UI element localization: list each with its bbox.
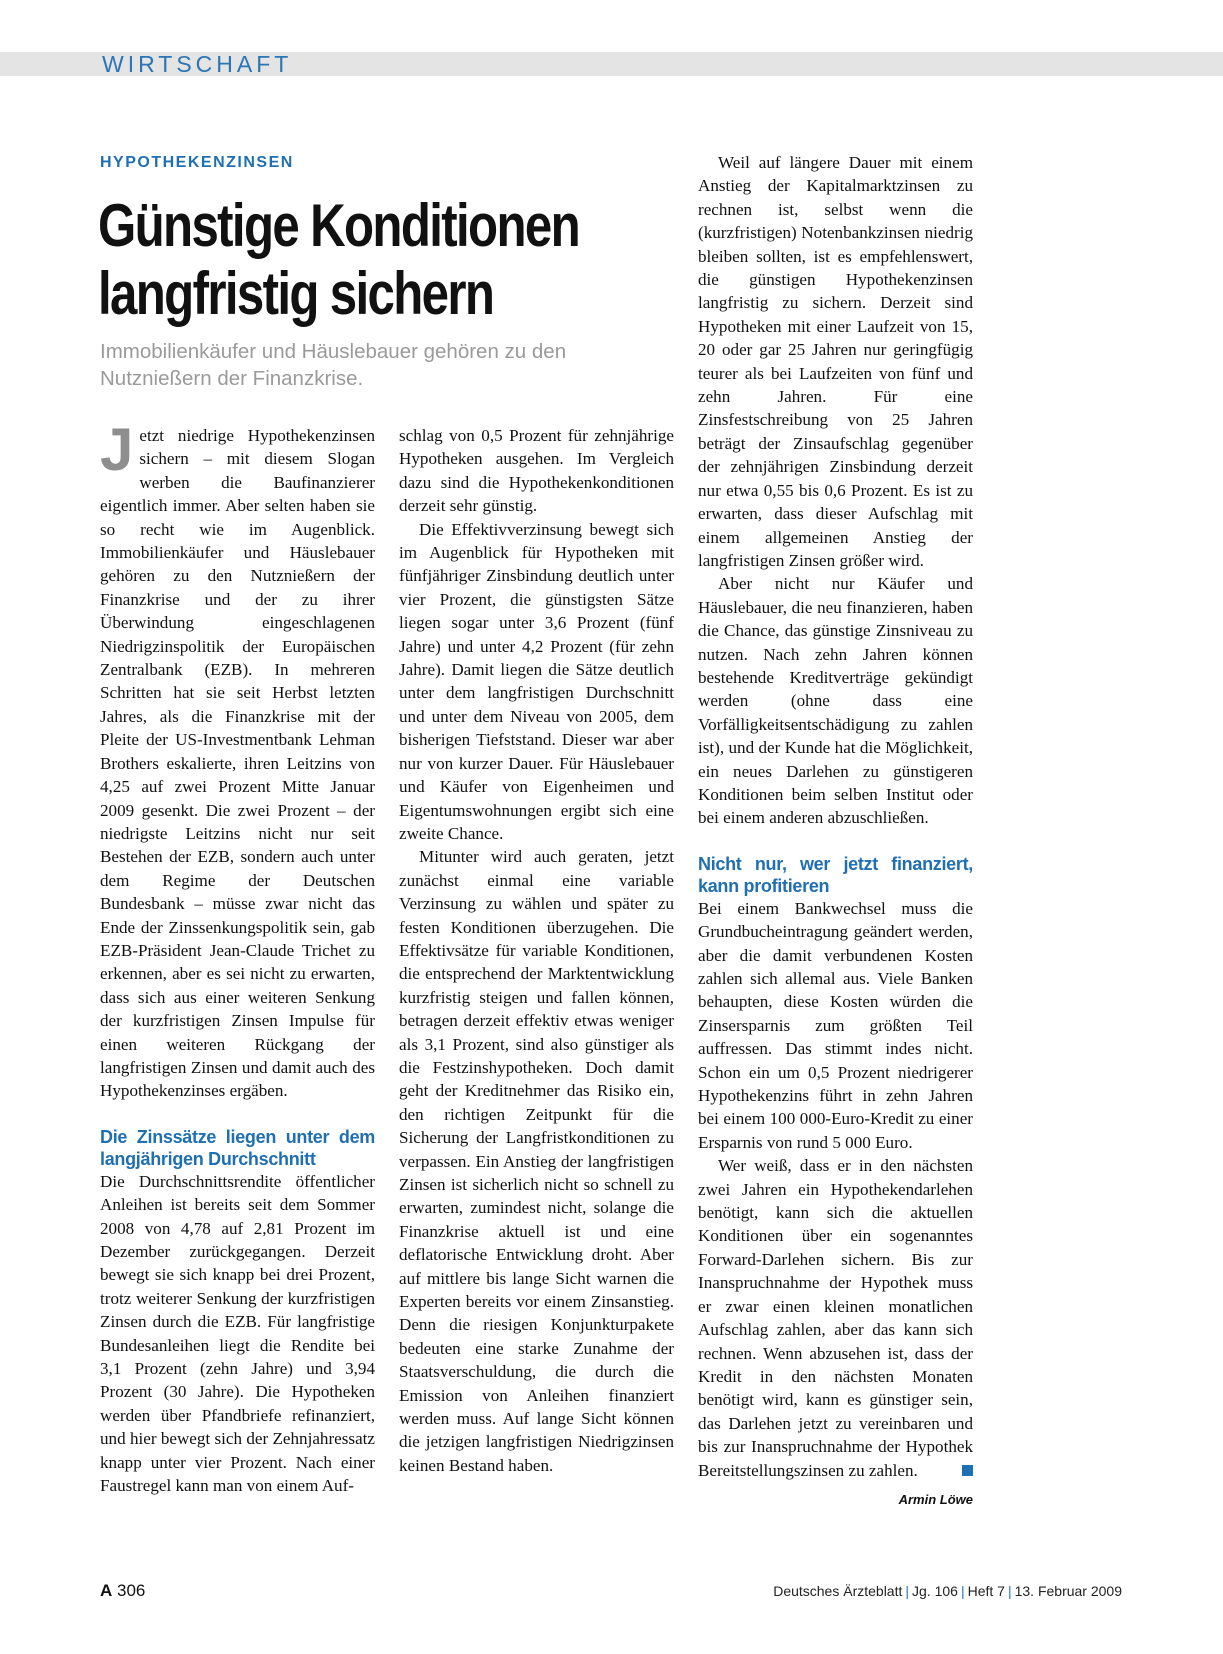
dek-line-2: Nutznießern der Finanzkrise. — [100, 367, 364, 390]
paragraph: Weil auf längere Dauer mit einem Anstieg der Kapitalmarktzinsen zu rechnen ist, selbst wenn die (kurzfristigen) Notenbankzinsen niedrig bleiben sollten, ist es empfehlenswert, die günstigen Hypothekenzinsen langfristig zu sichern. Derzeit sind Hypotheken mit einer Laufzeit von 15, 20 oder gar 25 Jahren nur geringfügig teurer als bei Laufzeiten von fünf und zehn Jahren. Für eine Zinsfestschreibung von 25 Jahren beträgt der Zinsaufschlag gegenüber der zehnjährigen Zinsbindung derzeit nur etwa 0,55 bis 0,6 Prozent. Es ist zu erwarten, dass dieser Aufschlag mit einem allgemeinen Anstieg der langfristigen Zinsen größer wird. — [698, 153, 973, 570]
dek-line-1: Immobilienkäufer und Häuslebauer gehören zu den — [100, 340, 567, 363]
volume: Jg. 106 — [912, 1583, 958, 1599]
paragraph: Die Durchschnittsrendite öffentlicher Anleihen ist bereits seit dem Sommer 2008 von 4,78 auf 2,81 Prozent im Dezember zurückgegangen. Derzeit bewegt sie sich knapp bei drei Prozent, trotz weiterer Senkung der kurzfristigen Zinsen durch die EZB. Für langfristige Bundesanleihen liegt die Rendite bei 3,1 Prozent (zehn Jahre) und 3,94 Prozent (30 Jahre). Die Hypotheken werden über Pfandbriefe refinanziert, und hier bewegt sich der Zehnjahressatz knapp unter vier Prozent. Nach einer Faustregel kann man von einem Auf- — [100, 1171, 375, 1496]
kicker: HYPOTHEKENZINSEN — [100, 154, 294, 171]
headline-line-2: langfristig sichern — [98, 260, 494, 327]
column-2 — [399, 424, 674, 1477]
drop-cap: J — [100, 416, 134, 483]
paragraph: Aber nicht nur Käufer und Häuslebauer, die neu finanzieren, haben die Chance, das günstige Zinsniveau zu nutzen. Nach zehn Jahren können bestehende Kreditverträge gekündigt werden (ohne dass eine Vorfälligkeitsentschädigung zu zahlen ist), und der Kunde hat die Möglichkeit, ein neues Darlehen zu günstigeren Konditionen beim selben Institut oder bei einem anderen abzuschließen. — [698, 574, 973, 828]
section-label: WIRTSCHAFT — [102, 51, 293, 77]
subheading: Die Zinssätze liegen unter dem langjährigen Durchschnitt — [100, 1126, 375, 1169]
date: 13. Februar 2009 — [1014, 1583, 1122, 1599]
subheading: Nicht nur, wer jetzt finanziert, kann profitieren — [698, 853, 973, 896]
publication-name: Deutsches Ärzteblatt — [773, 1583, 903, 1599]
publication-footer — [773, 1583, 1122, 1599]
page-number — [100, 1581, 145, 1601]
paragraph: schlag von 0,5 Prozent für zehnjährige Hypotheken ausgehen. Im Vergleich dazu sind die Hypothekenkonditionen derzeit sehr günstig. — [399, 426, 674, 516]
paragraph — [100, 416, 375, 1103]
end-mark-icon — [962, 1465, 973, 1476]
headline-line-1: Günstige Konditionen — [98, 192, 580, 259]
page-number-value: 306 — [117, 1581, 146, 1600]
divider: | — [905, 1583, 910, 1599]
author: Armin Löwe — [898, 1491, 973, 1507]
column-3 — [698, 151, 973, 1511]
paragraph: Die Effektivverzinsung bewegt sich im Augenblick für Hypotheken mit fünfjähriger Zinsbindung deutlich unter vier Prozent, die günstigsten Sätze liegen sogar unter 3,6 Prozent (fünf Jahre) und unter 4,2 Prozent (für zehn Jahre). Damit liegen die Sätze deutlich unter dem langfristigen Durchschnitt und unter dem Niveau von 2005, dem bisherigen Tiefststand. Dieser war aber nur von kurzer Dauer. Für Häuslebauer und Käufer von Eigenheimen und Eigentumswohnungen ergibt sich eine zweite Chance. — [399, 519, 674, 843]
paragraph: Mitunter wird auch geraten, jetzt zunächst einmal eine variable Verzinsung zu wählen und später zu festen Konditionen überzugehen. Die Effektivsätze für variable Konditionen, die entsprechend der Marktentwicklung kurzfristig steigen und fallen können, betragen derzeit effektiv etwas weniger als 3,1 Prozent, sind also günstiger als die Festzinshypotheken. Doch damit geht der Kreditnehmer das Risiko ein, den richtigen Zeitpunkt für die Sicherung der Langfristkonditionen zu verpassen. Ein Anstieg der langfristigen Zinsen ist sicherlich nicht so schnell zu erwarten, zumindest nicht, solange die Finanzkrise aktuell ist und eine deflatorische Entwicklung droht. Aber auf mittlere bis lange Sicht warnen die Experten bereits vor einem Zinsanstieg. Denn die riesigen Konjunkturpakete bedeuten eine starke Zunahme der Staatsverschuldung, die durch die Emission von Anleihen finanziert werden muss. Auf lange Sicht können die jetzigen langfristigen Niedrigzinsen keinen Bestand haben. — [399, 847, 674, 1475]
page-prefix: A — [100, 1581, 113, 1600]
divider: | — [1007, 1583, 1012, 1599]
headline — [98, 192, 580, 328]
divider: | — [960, 1583, 965, 1599]
column-1 — [100, 416, 375, 1497]
paragraph-text: Wer weiß, dass er in den nächsten zwei Jahren ein Hypothekendarlehen benötigt, kann sich die aktuellen Konditionen über ein sogenanntes Forward-Darlehen sichern. Bis zur Inanspruchnahme der Hypothek muss er zwar einen kleinen monatlichen Aufschlag zahlen, aber das kann sich rechnen. Wenn abzusehen ist, dass der Kredit in den nächsten Monaten benötigt wird, kann es günstiger sein, das Darlehen jetzt zu vereinbaren und bis zur Inanspruchnahme der Hypothek Bereitstellungszinsen zu zahlen. — [698, 1156, 973, 1480]
paragraph: Bei einem Bankwechsel muss die Grundbucheintragung geändert werden, aber die damit verbundenen Kosten zahlen sich allemal aus. Viele Banken behaupten, diese Kosten würden die Zinsersparnis zum größten Teil auffressen. Das stimmt indes nicht. Schon ein um 0,5 Prozent niedrigerer Hypothekenzins führt in zehn Jahren bei einem 100 000-Euro-Kredit zu einer Ersparnis von rund 5 000 Euro. — [698, 898, 973, 1152]
dek — [100, 338, 660, 392]
paragraph — [698, 1154, 973, 1482]
paragraph-text: etzt niedrige Hypothekenzinsen sichern – mit diesem Slogan werben die Baufinanzierer eigentlich immer. Aber selten haben sie so recht wie im Augenblick. Immobilienkäufer und Häuslebauer gehören zu den Nutznießern der Finanzkrise und der zu ihrer Überwindung eingeschlagenen Niedrigzinspolitik der Europäischen Zentralbank (EZB). In mehreren Schritten hat sie seit Herbst letzten Jahres, als die Finanzkrise mit der Pleite der US-Investmentbank Lehman Brothers eskalierte, ihren Leitzins von 4,25 auf zwei Prozent Mitte Januar 2009 gesenkt. Die zwei Prozent – der niedrigste Leitzins nicht nur seit Bestehen der EZB, sondern auch unter dem Regime der Deutschen Bundesbank – müsse zwar nicht das Ende der Zinssenkungspolitik sein, gab EZB-Präsident Jean-Claude Trichet zu erkennen, aber es sei nicht zu erwarten, dass sich aus einer weiteren Senkung der kurzfristigen Zinsen Impulse für einen weiteren Rückgang der langfristigen Zinsen und damit auch des Hypothekenzinses ergäben. — [100, 426, 375, 1101]
issue: Heft 7 — [967, 1583, 1005, 1599]
